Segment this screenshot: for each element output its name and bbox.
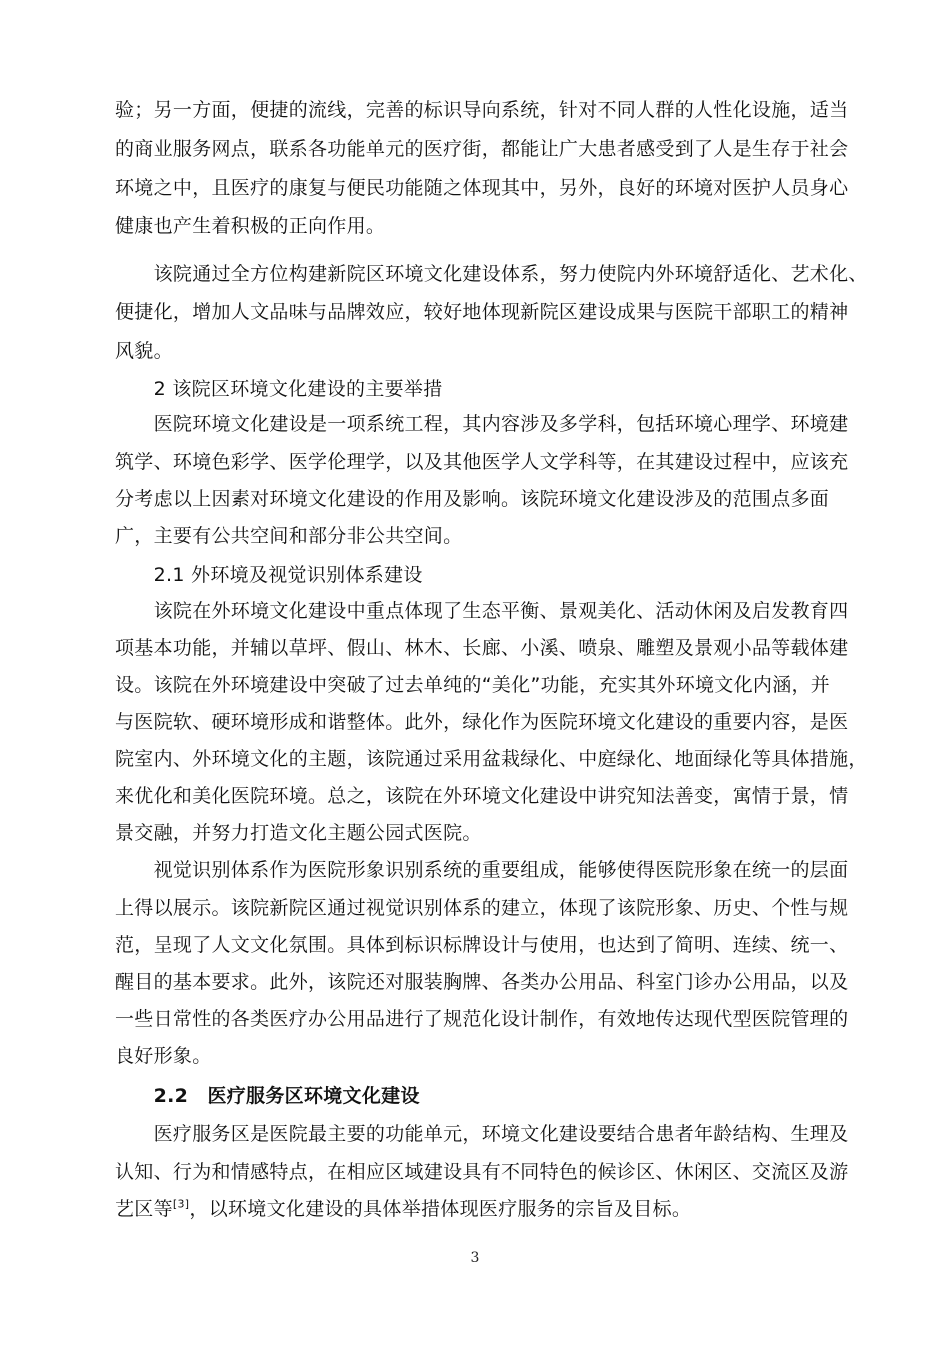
- text-line: 醒目的基本要求。此外，该院还对服装胸牌、各类办公用品、科室门诊办公用品，以及: [115, 971, 849, 993]
- text-line: 风貌。: [115, 340, 173, 362]
- text-line: 的商业服务网点，联系各功能单元的医疗街，都能让广大患者感受到了人是生存于社会: [115, 138, 849, 160]
- text-line: 该院通过全方位构建新院区环境文化建设体系，努力使院内外环境舒适化、艺术化、: [115, 263, 868, 285]
- text-line: 来优化和美化医院环境。总之，该院在外环境文化建设中讲究知法善变，寓情于景，情: [115, 785, 849, 807]
- text-line: 院室内、外环境文化的主题，该院通过采用盆栽绿化、中庭绿化、地面绿化等具体措施，: [115, 748, 868, 770]
- page-number: 3: [470, 1250, 480, 1266]
- text-line: 验；另一方面，便捷的流线，完善的标识导向系统，针对不同人群的人性化设施，适当: [115, 99, 849, 121]
- text-line: 该院在外环境文化建设中重点体现了生态平衡、景观美化、活动休闲及启发教育四: [115, 600, 849, 622]
- section-heading-2-2: 2.2 医疗服务区环境文化建设: [115, 1085, 420, 1107]
- text-line: 范，呈现了人文文化氛围。具体到标识标牌设计与使用，也达到了简明、连续、统一、: [115, 934, 849, 956]
- text-line: 医疗服务区是医院最主要的功能单元，环境文化建设要结合患者年龄结构、生理及: [115, 1123, 849, 1145]
- text-line: 一些日常性的各类医疗办公用品进行了规范化设计制作，有效地传达现代型医院管理的: [115, 1008, 849, 1030]
- text-line: 环境之中，且医疗的康复与便民功能随之体现其中，另外，良好的环境对医护人员身心: [115, 177, 849, 199]
- text-line: 便捷化，增加人文品味与品牌效应，较好地体现新院区建设成果与医院干部职工的精神: [115, 301, 849, 323]
- text-line: 上得以展示。该院新院区通过视觉识别体系的建立，体现了该院形象、历史、个性与规: [115, 897, 849, 919]
- text-line: 医院环境文化建设是一项系统工程，其内容涉及多学科，包括环境心理学、环境建: [115, 413, 849, 435]
- text-line-with-citation: [115, 1197, 691, 1221]
- line-text-before-citation: 艺区等: [115, 1198, 173, 1220]
- section-heading-2-1: 2.1 外环境及视觉识别体系建设: [115, 564, 423, 586]
- line-text-after-citation: ，以环境文化建设的具体举措体现医疗服务的宗旨及目标。: [189, 1198, 692, 1220]
- text-line: 筑学、环境色彩学、医学伦理学，以及其他医学人文学科等，在其建设过程中，应该充: [115, 451, 849, 473]
- text-line: 广，主要有公共空间和部分非公共空间。: [115, 525, 463, 547]
- text-line: 分考虑以上因素对环境文化建设的作用及影响。该院环境文化建设涉及的范围点多面: [115, 488, 830, 510]
- citation-marker[interactable]: [3]: [172, 1197, 190, 1211]
- text-line: 与医院软、硬环境形成和谐整体。此外，绿化作为医院环境文化建设的重要内容，是医: [115, 711, 849, 733]
- text-line: 良好形象。: [115, 1045, 212, 1067]
- text-line: 健康也产生着积极的正向作用。: [115, 215, 386, 237]
- text-line: 设。该院在外环境建设中突破了过去单纯的“美化”功能，充实其外环境文化内涵，并: [115, 674, 831, 696]
- text-line: 景交融，并努力打造文化主题公园式医院。: [115, 822, 482, 844]
- text-line: 视觉识别体系作为医院形象识别系统的重要组成，能够使得医院形象在统一的层面: [115, 859, 849, 881]
- section-heading-2: 2 该院区环境文化建设的主要举措: [115, 378, 443, 400]
- text-line: 项基本功能，并辅以草坪、假山、林木、长廊、小溪、喷泉、雕塑及景观小品等载体建: [115, 637, 849, 659]
- text-line: 认知、行为和情感特点，在相应区域建设具有不同特色的候诊区、休闲区、交流区及游: [115, 1161, 849, 1183]
